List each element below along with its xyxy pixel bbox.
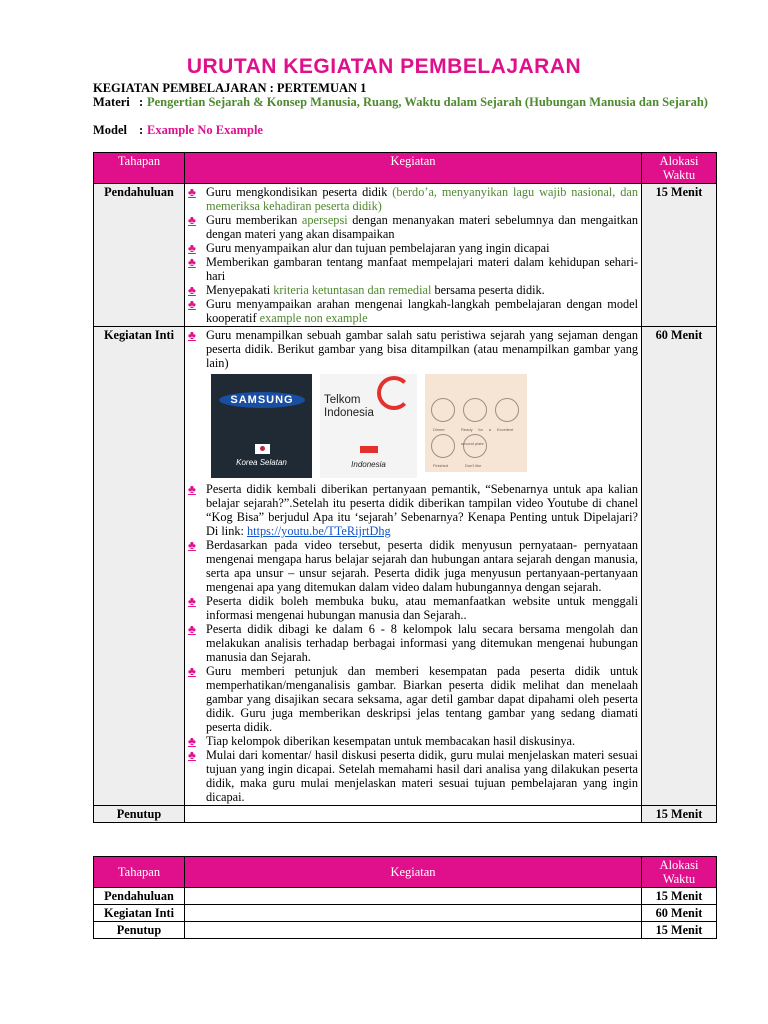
item-text: Mulai dari komentar/ hasil diskusi peserta didik, guru mulai menjelaskan materi sesuai tujuan yang ingin dicapai. Setelah memahami hasil dari analisa yang dilakukan peserta didik, maka guru mulai menjelaskan materi sesuai tujuan pembelajaran yang ingin dicapai. bbox=[206, 748, 638, 804]
document-title: URUTAN KEGIATAN PEMBELAJARAN bbox=[186, 55, 582, 78]
table-row-penutup bbox=[94, 806, 717, 823]
korea-flag-icon bbox=[255, 444, 270, 454]
summary-time: 15 Menit bbox=[642, 922, 717, 939]
summary-time: 60 Menit bbox=[642, 905, 717, 922]
list-item bbox=[188, 213, 638, 241]
list-item bbox=[188, 297, 638, 325]
item-text: Guru memberi petunjuk dan memberi kesempatan pada peserta didik untuk memperhatikan/menganalisis gambar. Biarkan peserta didik melihat dan menelaah gambar yang disajikan secara seksama, agar detil gambar dapat dipahami oleh peserta didik. Guru juga memberikan deskripsi jelas tentang gambar yang sedang diamati peserta didik. bbox=[206, 664, 638, 734]
item-text-green: apersepsi bbox=[301, 213, 348, 227]
list-item bbox=[188, 734, 638, 748]
item-text: Peserta didik kembali diberikan pertanyaan pemantik, “Sebenarnya untuk apa kalian belajar sejarah?”.Setelah itu peserta didik diberikan tampilan video Youtube di chanel “Kog Bisa” berjudul Apa itu ‘sejarah’ Sebenarnya? Kenapa Penting untuk Dipelajari? Di link: bbox=[206, 482, 638, 538]
club-bullet-icon: ♣ bbox=[188, 664, 196, 678]
telkom-indonesia-image bbox=[320, 374, 417, 478]
list-item bbox=[188, 241, 638, 255]
item-text-green: (berdo’a, menyanyikan lagu wajib nasional, dan memeriksa kehadiran peserta didik) bbox=[206, 185, 638, 213]
header-tahapan: Tahapan bbox=[94, 153, 185, 184]
list-item bbox=[188, 538, 638, 594]
summary-stage: Pendahuluan bbox=[94, 888, 185, 905]
item-text: bersama peserta didik. bbox=[434, 283, 545, 297]
image-caption: Indonesia bbox=[351, 460, 386, 469]
activity-table bbox=[93, 152, 717, 823]
plate-label: Finished bbox=[433, 463, 449, 468]
plate-icon bbox=[431, 398, 455, 422]
model-value: Example No Example bbox=[147, 123, 263, 137]
time-pendahuluan: 15 Menit bbox=[642, 184, 717, 327]
item-text-green: kriteria ketuntasan dan remedial bbox=[273, 283, 432, 297]
time-inti: 60 Menit bbox=[642, 327, 717, 806]
time-penutup: 15 Menit bbox=[642, 806, 717, 823]
meeting-line bbox=[93, 81, 713, 95]
samsung-logo: SAMSUNG bbox=[219, 392, 305, 408]
stage-inti: Kegiatan Inti bbox=[94, 327, 185, 806]
item-text: dengan menanyakan materi sebelumnya dan mengaitkan dengan materi yang akan disampaikan bbox=[206, 213, 638, 241]
model-sep: : bbox=[139, 123, 144, 137]
materi-value: Pengertian Sejarah & Konsep Manusia, Ruang, Waktu dalam Sejarah (Hubungan Manusia dan Sejarah) bbox=[147, 95, 708, 109]
plate-label: Ready for a second plate bbox=[461, 427, 491, 446]
activities-inti bbox=[185, 327, 642, 806]
item-text: Menyepakati bbox=[206, 283, 271, 297]
table-row bbox=[94, 905, 717, 922]
plate-icon bbox=[495, 398, 519, 422]
plate-icon bbox=[431, 434, 455, 458]
stage-penutup: Penutup bbox=[94, 806, 185, 823]
model-line bbox=[93, 123, 713, 137]
table-header-row bbox=[94, 153, 717, 184]
materi-line bbox=[93, 95, 713, 109]
image-caption: Korea Selatan bbox=[236, 458, 287, 467]
table-row bbox=[94, 888, 717, 905]
list-item bbox=[188, 328, 638, 370]
activities-pendahuluan bbox=[185, 184, 642, 327]
summary-stage: Penutup bbox=[94, 922, 185, 939]
summary-activity bbox=[185, 905, 642, 922]
list-item bbox=[188, 283, 638, 297]
telkom-logo-text: Telkom Indonesia bbox=[324, 394, 374, 419]
club-bullet-icon: ♣ bbox=[188, 622, 196, 636]
club-bullet-icon: ♣ bbox=[188, 328, 196, 342]
club-bullet-icon: ♣ bbox=[188, 594, 196, 608]
item-text: Guru menyampaikan alur dan tujuan pembelajaran yang ingin dicapai bbox=[206, 241, 550, 255]
list-item bbox=[188, 594, 638, 622]
item-text: Peserta didik boleh membuka buku, atau memanfaatkan website untuk menggali informasi mengenai hubungan manusia dan Sejarah.. bbox=[206, 594, 638, 622]
plate-label: Excellent bbox=[497, 427, 514, 432]
list-item bbox=[188, 748, 638, 804]
header-kegiatan: Kegiatan bbox=[185, 153, 642, 184]
item-text: Berdasarkan pada video tersebut, peserta didik menyusun pernyataan- pernyataan mengenai mengapa harus belajar sejarah dan hubungan antara sejarah dengan manusia, serta apa unsur – unsur sejarah. Peserta didik juga menyusun pertanyaan-pertanyaan mengenai apa yang ditemukan dalam video dalam hubungannya dengan sejarah. bbox=[206, 538, 638, 594]
example-images bbox=[211, 374, 638, 478]
item-text-green: example non example bbox=[259, 311, 368, 325]
club-bullet-icon: ♣ bbox=[188, 255, 196, 269]
cutlery-etiquette-image bbox=[425, 374, 527, 472]
summary-time: 15 Menit bbox=[642, 888, 717, 905]
table-row bbox=[94, 922, 717, 939]
club-bullet-icon: ♣ bbox=[188, 734, 196, 748]
list-item bbox=[188, 664, 638, 734]
plate-label: Don't like bbox=[465, 463, 482, 468]
model-label: Model bbox=[93, 123, 128, 137]
item-text: Guru menyampaikan arahan mengenai langkah-langkah pembelajaran dengan model kooperatif bbox=[206, 297, 638, 325]
summary-table bbox=[93, 856, 717, 939]
header-alokasi: Alokasi Waktu bbox=[642, 857, 717, 888]
youtube-link[interactable]: https://youtu.be/TTeRijrtDhg bbox=[247, 524, 391, 538]
list-item bbox=[188, 622, 638, 664]
club-bullet-icon: ♣ bbox=[188, 283, 196, 297]
header-kegiatan: Kegiatan bbox=[185, 857, 642, 888]
summary-activity bbox=[185, 888, 642, 905]
list-item bbox=[188, 255, 638, 283]
table-row-inti bbox=[94, 327, 717, 806]
club-bullet-icon: ♣ bbox=[188, 241, 196, 255]
plate-icon bbox=[463, 398, 487, 422]
list-item bbox=[188, 482, 638, 538]
table-header-row bbox=[94, 857, 717, 888]
header-tahapan: Tahapan bbox=[94, 857, 185, 888]
club-bullet-icon: ♣ bbox=[188, 297, 196, 311]
club-bullet-icon: ♣ bbox=[188, 213, 196, 227]
club-bullet-icon: ♣ bbox=[188, 185, 196, 199]
materi-sep: : bbox=[139, 95, 144, 109]
item-text: Guru menampilkan sebuah gambar salah satu peristiwa sejarah yang sejaman dengan peserta didik. Berikut gambar yang bisa ditampilkan (atau menampilkan gambar yang lain) bbox=[206, 328, 638, 370]
meeting-label: KEGIATAN PEMBELAJARAN : PERTEMUAN 1 bbox=[93, 81, 367, 95]
summary-activity bbox=[185, 922, 642, 939]
samsung-korea-image bbox=[211, 374, 312, 478]
summary-stage: Kegiatan Inti bbox=[94, 905, 185, 922]
stage-pendahuluan: Pendahuluan bbox=[94, 184, 185, 327]
list-item bbox=[188, 185, 638, 213]
club-bullet-icon: ♣ bbox=[188, 538, 196, 552]
item-text: Guru mengkondisikan peserta didik bbox=[206, 185, 388, 199]
table-row-pendahuluan bbox=[94, 184, 717, 327]
plate-label: Dinner bbox=[433, 427, 445, 432]
club-bullet-icon: ♣ bbox=[188, 482, 196, 496]
item-text: Memberikan gambaran tentang manfaat mempelajari materi dalam kehidupan sehari-hari bbox=[206, 255, 638, 283]
item-text: Guru memberikan bbox=[206, 213, 298, 227]
activities-penutup bbox=[185, 806, 642, 823]
materi-label: Materi bbox=[93, 95, 130, 109]
item-text: Tiap kelompok diberikan kesempatan untuk membacakan hasil diskusinya. bbox=[206, 734, 576, 748]
header-alokasi: Alokasi Waktu bbox=[642, 153, 717, 184]
club-bullet-icon: ♣ bbox=[188, 748, 196, 762]
item-text: Peserta didik dibagi ke dalam 6 - 8 kelompok lalu secara bersama mengolah dan melakukan analisis terhadap berbagai informasi yang ditemukan mengenai hubungan manusia dan Sejarah. bbox=[206, 622, 638, 664]
indonesia-flag-icon bbox=[360, 446, 378, 453]
